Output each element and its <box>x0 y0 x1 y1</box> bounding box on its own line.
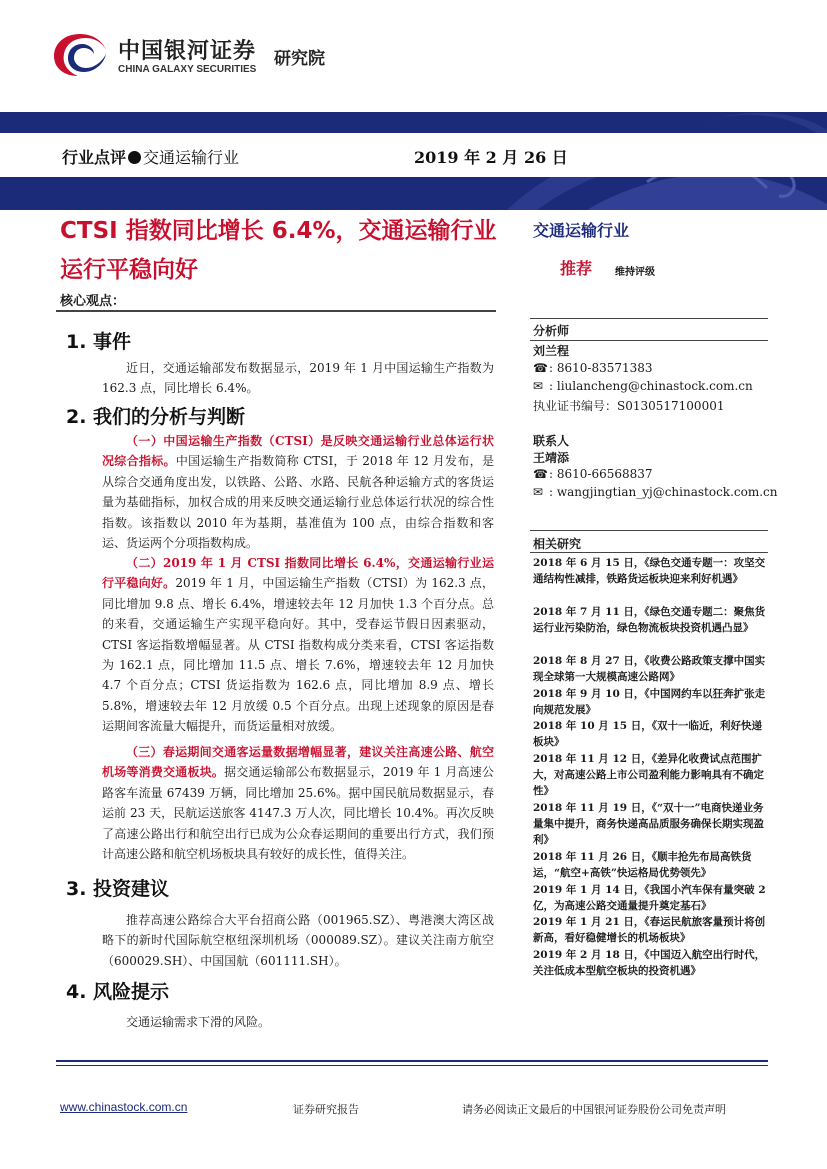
related-item[interactable]: 2018 年 7 月 11 日，《绿色交通专题二：聚焦货运行业污染防治，绿色物流板块投资机遇凸显》 <box>533 606 766 634</box>
analysis-body-2: 2019 年 1 月，中国运输生产指数（CTSI）为 162.3 点，同比增加 9.8 点、增长 6.4%，增速较去年 12 月加快 1.3 个百分点。总的来看，交通运输生产实现平稳向好。其中，受春运节假日因素驱动，CTSI 客运指数增幅显著。从 CTSI 指数构成分类来看，CTSI 客运指数为 162.1 点，同比增加 11.5 点、增长 7.6%，增速较去年 12 月加快 4.7 个百分点；CTSI 货运指数为 162.6 点，同比增加 8.9 点、增长 5.8%，增速较去年 12 月放缓 0.5 个百分点。出现上述现象的原因是春运期间客流量大幅提升，而货运量相对放缓。 <box>102 576 494 734</box>
analysis-lead-1: （一）中国运输生产指数（CTSI）是反映交通运输行业总体运行状况综合指标。 <box>102 434 494 469</box>
contact-name: 王靖添 <box>533 451 570 465</box>
report-type-label: 行业点评 <box>62 148 127 167</box>
analysis-lead-2: （二）2019 年 1 月 CTSI 指数同比增长 6.4%，交通运输行业运行平稳向好。 <box>102 556 494 591</box>
bullet-dot-icon <box>128 151 141 164</box>
analyst-email: ✉ : liulancheng@chinastock.com.cn <box>533 379 753 393</box>
invest-paragraph: 推荐高速公路综合大平台招商公路（001965.SZ）、粤港澳大湾区战略下的新时代国际航空枢纽深圳机场（000089.SZ）。建议关注南方航空（600029.SH）、中国国航（601111.SH）。 <box>102 913 494 968</box>
divider <box>56 310 496 312</box>
footer-divider <box>56 1065 768 1066</box>
contact-email: ✉ : wangjingtian_yj@chinastock.com.cn <box>533 485 778 499</box>
report-industry: 交通运输行业 <box>143 148 240 167</box>
logo <box>52 30 372 80</box>
department-label: 研究院 <box>274 49 325 69</box>
logo-cn-text: 中国银河证券 <box>118 39 257 64</box>
footer-disclaimer: 请务必阅读正文最后的中国银河证券股份公司免责声明 <box>462 1103 726 1116</box>
analyst-phone-value: 8610-83571383 <box>556 361 653 375</box>
analyst-cert: 执业证书编号：S0130517100001 <box>533 399 725 413</box>
divider <box>530 318 768 319</box>
footer-report-label: 证券研究报告 <box>293 1103 359 1116</box>
footer-divider <box>56 1060 768 1062</box>
analysis-body-1: 中国运输生产指数简称 CTSI，于 2018 年 12 月发布，是从综合交通角度出发，以铁路、公路、水路、民航各种运输方式的客货运量为基础指标，加权合成的用来反映交通运输行业总体运行状况的综合性指数。该指数以 2010 年为基期，基准值为 100 点，由综合指数和客运、货运两个分项指数构成。 <box>102 454 494 551</box>
section-heading-event: 1. 事件 <box>66 331 132 353</box>
analyst-label: 分析师 <box>533 324 570 338</box>
core-points-label: 核心观点： <box>60 294 126 309</box>
report-date: 2019 年 2 月 26 日 <box>414 148 568 167</box>
related-item[interactable]: 2018 年 11 月 12 日，《差异化收费试点范围扩大，对高速公路上市公司盈利能力影响具有不确定性》 <box>533 753 764 797</box>
contact-phone: ☎: 8610-66568837 <box>533 467 653 481</box>
section-heading-analysis: 2. 我们的分析与判断 <box>66 406 246 428</box>
related-item[interactable]: 2019 年 2 月 18 日，《中国迈入航空出行时代，关注低成本型航空板块的投资机遇》 <box>533 949 766 977</box>
email-icon: ✉ <box>533 379 544 393</box>
divider <box>530 530 768 531</box>
related-item[interactable]: 2018 年 11 月 26 日，《顺丰抢先布局高铁货运，“航空+高铁”快运格局优势领先》 <box>533 851 752 879</box>
page-title: CTSI 指数同比增长 6.4%，交通运输行业运行平稳向好 <box>60 218 497 283</box>
analysis-paragraph-3 <box>102 742 494 864</box>
contact-email-value[interactable]: wangjingtian_yj@chinastock.com.cn <box>556 485 778 499</box>
footer-website-link[interactable]: www.chinastock.com.cn <box>60 1100 188 1114</box>
rating-label: 推荐 <box>560 259 593 278</box>
section-heading-invest: 3. 投资建议 <box>66 878 170 900</box>
rating-note: 维持评级 <box>615 267 655 278</box>
analyst-email-value[interactable]: liulancheng@chinastock.com.cn <box>556 379 753 393</box>
analysis-lead-3: （三）春运期间交通客运量数据增幅显著，建议关注高速公路、航空机场等消费交通板块。 <box>102 745 494 780</box>
sidebar-industry: 交通运输行业 <box>533 221 630 240</box>
section-heading-risk: 4. 风险提示 <box>66 981 170 1003</box>
related-research-label: 相关研究 <box>533 537 582 551</box>
risk-paragraph: 交通运输需求下滑的风险。 <box>126 1015 271 1029</box>
analysis-paragraph-2 <box>102 553 494 737</box>
galaxy-logo-icon <box>52 30 108 78</box>
logo-en-text: CHINA GALAXY SECURITIES <box>118 64 257 75</box>
related-item[interactable]: 2019 年 1 月 14 日，《我国小汽车保有量突破 2 亿，为高速公路交通量提升奠定基石》 <box>533 884 766 912</box>
event-paragraph: 近日，交通运输部发布数据显示，2019 年 1 月中国运输生产指数为 162.3 点，同比增长 6.4%。 <box>102 361 494 396</box>
contact-label: 联系人 <box>533 434 570 448</box>
divider <box>530 552 768 553</box>
related-item[interactable]: 2018 年 8 月 27 日，《收费公路政策支撑中国实现全球第一大规模高速公路网》 <box>533 655 766 683</box>
analysis-paragraph-1 <box>102 431 494 553</box>
divider <box>530 340 768 341</box>
analysis-body-3: 据交通运输部公布数据显示，2019 年 1 月高速公路客车流量 67439 万辆，同比增加 25.6%。据中国民航局数据显示，春运前 23 天，民航运送旅客 4147.3 万人次，同比增长 10.4%。再次反映了高速公路出行和航空出行已成为公众春运期间的重要出行方式，我们预计高速公路和航空机场板块具有较好的成长性，值得关注。 <box>102 765 494 862</box>
related-item[interactable]: 2018 年 9 月 10 日，《中国网约车以狂奔扩张走向规范发展》 <box>533 688 766 716</box>
phone-icon: ☎ <box>533 467 548 481</box>
related-item[interactable]: 2018 年 10 月 15 日，《双十一临近，利好快递板块》 <box>533 720 762 748</box>
report-type <box>62 145 239 168</box>
phone-icon: ☎ <box>533 361 548 375</box>
related-item[interactable]: 2019 年 1 月 21 日，《春运民航旅客量预计将创新高，看好稳健增长的机场板块》 <box>533 916 766 944</box>
contact-phone-value: 8610-66568837 <box>556 467 653 481</box>
analyst-phone: ☎: 8610-83571383 <box>533 361 653 375</box>
related-item[interactable]: 2018 年 11 月 19 日，《“双十一”电商快递业务量集中提升，商务快递高品质服务确保长期实现盈利》 <box>533 802 764 846</box>
email-icon: ✉ <box>533 485 544 499</box>
analyst-name: 刘兰程 <box>533 344 570 358</box>
related-item[interactable]: 2018 年 6 月 15 日，《绿色交通专题一：攻坚交通结构性减排，铁路货运板块迎来利好机遇》 <box>533 557 766 585</box>
